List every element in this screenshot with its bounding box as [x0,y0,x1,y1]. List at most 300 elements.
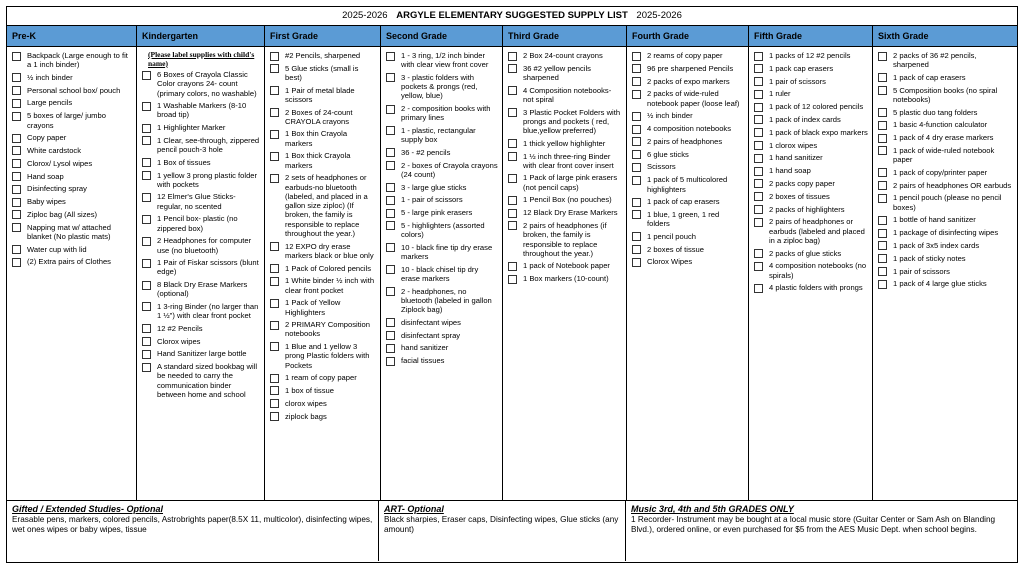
gifted-title: Gifted / Extended Studies- Optional [12,504,164,514]
column-kindergarten [137,26,265,500]
list-item [632,77,744,87]
art-section [379,501,626,561]
checkbox[interactable] [632,112,641,121]
checkbox[interactable] [754,128,763,137]
supply-items [137,47,264,399]
list-item [754,217,868,245]
item-label: 5 Glue sticks (small is best) [285,63,359,83]
item-label: 2 packs of glue sticks [769,248,842,258]
item-label: 36 - #2 pencils [401,147,451,157]
item-label: A standard sized bookbag will be needed to carry the communication binder between home and school [157,362,258,400]
list-item [754,102,868,112]
list-item [508,195,622,205]
item-label: Clorox/ Lysol wipes [27,158,93,168]
checkbox[interactable] [142,363,151,372]
item-label: 1 Pencil Box (no pouches) [523,195,612,205]
list-item [754,192,868,202]
checkbox[interactable] [142,215,151,224]
item-label: 3 - large glue sticks [401,182,467,192]
item-label: 3 Plastic Pocket Folders with prongs and pockets ( red, blue,yellow preferred) [523,107,621,136]
checkbox[interactable] [270,342,279,351]
item-label: 2 pairs of headphones or earbuds (labeled and placed in a ziploc bag) [769,217,865,245]
list-item [270,320,376,339]
checkbox[interactable] [632,77,641,86]
list-item [878,228,1013,238]
item-label: 2 packs copy paper [769,178,835,188]
list-item [12,172,132,182]
checkbox[interactable] [142,259,151,268]
column-fourth-grade [627,26,749,500]
checkbox[interactable] [142,158,151,167]
item-label: 2 boxes of tissue [647,244,704,254]
list-item [386,243,498,262]
item-label: 1 pack of 5 multicolored highlighters [647,175,728,194]
list-item [754,283,868,293]
item-label: 6 Boxes of Crayola Classic Color crayons 24- count (primary colors, no washable) [157,70,257,98]
checkbox[interactable] [142,193,151,202]
list-item [142,302,260,321]
checkbox[interactable] [142,71,151,80]
checkbox[interactable] [754,141,763,150]
column-header: First Grade [265,26,380,47]
checkbox[interactable] [632,258,641,267]
checkbox[interactable] [878,108,887,117]
list-item [878,120,1013,130]
checkbox[interactable] [270,64,279,73]
checkbox[interactable] [754,179,763,188]
checkbox[interactable] [754,205,763,214]
item-label: 4 composition notebooks (no spirals) [769,261,867,280]
checkbox[interactable] [270,399,279,408]
item-label: 4 plastic folders with prongs [769,283,863,293]
checkbox[interactable] [508,52,517,61]
checkbox[interactable] [508,221,517,230]
list-item [270,342,376,370]
list-item [632,150,744,160]
item-label: 1 Pair of Fiskar scissors (blunt edge) [157,258,259,277]
checkbox[interactable] [12,185,21,194]
item-label: 1 ruler [769,89,791,99]
item-label: 1 Clear, see-through, zippered pencil pouch-3 hole [157,135,260,155]
checkbox[interactable] [386,161,395,170]
item-label: ½ inch binder [27,72,73,82]
checkbox[interactable] [12,258,21,267]
checkbox[interactable] [508,196,517,205]
item-label: (2) Extra pairs of Clothes [27,257,111,267]
list-item [878,181,1013,191]
list-item [878,254,1013,264]
list-item [386,221,498,240]
checkbox[interactable] [142,237,151,246]
checkbox[interactable] [270,152,279,161]
item-label: 1 3-ring Binder (no larger than 1 ½") with clear front pocket [157,301,259,321]
list-item [270,264,376,274]
checkbox[interactable] [386,318,395,327]
checkbox[interactable] [754,192,763,201]
checkbox[interactable] [142,102,151,111]
item-label: Hand soap [27,171,64,181]
checkbox[interactable] [632,90,641,99]
list-item [754,128,868,138]
item-label: 1 pair of scissors [893,266,950,276]
list-item [754,77,868,87]
column-header: Third Grade [503,26,626,47]
supply-items [503,47,626,284]
checkbox[interactable] [270,374,279,383]
list-item [270,298,376,317]
checkbox[interactable] [754,262,763,271]
list-item [754,166,868,176]
checkbox[interactable] [632,245,641,254]
checkbox[interactable] [754,115,763,124]
list-item [12,159,132,169]
checkbox[interactable] [270,86,279,95]
checkbox[interactable] [632,163,641,172]
art-text: Black sharpies, Eraser caps, Disinfecting wipes, Glue sticks (any amount) [384,514,619,534]
checkbox[interactable] [878,280,887,289]
list-item [142,280,260,299]
list-item [142,324,260,334]
music-title: Music 3rd, 4th and 5th GRADES ONLY [631,504,794,514]
list-item [270,51,376,61]
checkbox[interactable] [386,196,395,205]
item-label: Water cup with lid [27,244,87,254]
checkbox[interactable] [386,148,395,157]
checkbox[interactable] [142,124,151,133]
checkbox[interactable] [270,52,279,61]
item-label: Copy paper [27,133,67,143]
checkbox[interactable] [12,245,21,254]
item-label: 1 yellow 3 prong plastic folder with pockets [157,170,258,189]
item-label: 2 boxes of tissues [769,191,830,201]
item-label: 1 thick yellow highlighter [523,138,606,148]
item-label: 1 Pencil box- plastic (no zippered box) [157,214,238,233]
title-school: ARGYLE ELEMENTARY SUGGESTED SUPPLY LIST [396,10,628,21]
item-label: 2 - composition books with primary lines [401,104,491,123]
column-note: (Please label supplies with child's name) [148,50,255,68]
list-item [142,70,260,98]
checkbox[interactable] [878,121,887,130]
item-label: 12 #2 Pencils [157,323,203,333]
list-item [508,173,622,192]
checkbox[interactable] [508,86,517,95]
item-label: 1 pack of index cards [769,114,841,124]
optional-sections [7,501,1017,561]
checkbox[interactable] [632,176,641,185]
item-label: hand sanitizer [401,343,449,353]
checkbox[interactable] [878,134,887,143]
checkbox[interactable] [632,52,641,61]
checkbox[interactable] [754,52,763,61]
checkbox[interactable] [878,181,887,190]
column-fifth-grade [749,26,873,500]
checkbox[interactable] [386,126,395,135]
checkbox[interactable] [754,103,763,112]
checkbox[interactable] [12,99,21,108]
item-label: 1 pair of scissors [769,76,826,86]
item-label: 5 plastic duo tang folders [893,107,978,117]
checkbox[interactable] [142,350,151,359]
checkbox[interactable] [878,229,887,238]
checkbox[interactable] [386,209,395,218]
item-label: Ziploc bag (All sizes) [27,209,98,219]
checkbox[interactable] [878,241,887,250]
checkbox[interactable] [12,223,21,232]
item-label: 2 packs of highlighters [769,204,845,214]
item-label: disinfectant wipes [401,317,461,327]
item-label: 1 ½ inch three-ring Binder with clear front cover insert [523,151,614,170]
checkbox[interactable] [632,210,641,219]
checkbox[interactable] [386,73,395,82]
item-label: 1 - 3 ring, 1/2 inch binder with clear view front cover [401,51,489,70]
list-item [878,108,1013,118]
item-label: 1 Pair of metal blade scissors [285,85,355,104]
checkbox[interactable] [878,146,887,155]
checkbox[interactable] [632,150,641,159]
list-item [878,279,1013,289]
grade-columns [7,26,1017,501]
list-item [754,64,868,74]
list-item [270,242,376,261]
checkbox[interactable] [142,324,151,333]
checkbox[interactable] [878,73,887,82]
item-label: 1 Box thick Crayola markers [285,151,351,170]
supply-items [627,47,748,267]
checkbox[interactable] [386,287,395,296]
checkbox[interactable] [508,209,517,218]
checkbox[interactable] [142,136,151,145]
checkbox[interactable] [12,73,21,82]
item-label: 1 Box markers (10-count) [523,274,609,284]
item-label: 2 Headphones for computer use (no bluetooth) [157,236,252,255]
item-label: 2 pairs of headphones [647,136,723,146]
checkbox[interactable] [142,281,151,290]
checkbox[interactable] [386,265,395,274]
item-label: 2 Boxes of 24-count CRAYOLA crayons [285,107,353,126]
checkbox[interactable] [270,264,279,273]
checkbox[interactable] [508,275,517,284]
list-item [632,64,744,74]
list-item [12,133,132,143]
list-item [142,136,260,155]
gifted-text: Erasable pens, markers, colored pencils, Astrobrights paper(8.5X 11, multicolor), disinfecting wipes, wet ones wipes or baby wipes, tissue [12,514,373,534]
list-item [142,158,260,168]
column-second-grade [381,26,503,500]
checkbox[interactable] [12,112,21,121]
checkbox[interactable] [386,52,395,61]
item-label: 1 Blue and 1 yellow 3 prong Plastic folders with Pockets [285,341,370,370]
item-label: ½ inch binder [647,111,693,121]
checkbox[interactable] [632,137,641,146]
checkbox[interactable] [508,174,517,183]
column-header: Kindergarten [137,26,264,47]
item-label: 1 pencil pouch (please no pencil boxes) [893,193,1002,212]
checkbox[interactable] [12,52,21,61]
list-item [270,276,376,295]
list-item [12,197,132,207]
list-item [12,73,132,83]
checkbox[interactable] [270,108,279,117]
checkbox[interactable] [386,331,395,340]
checkbox[interactable] [508,262,517,271]
list-item [632,210,744,229]
item-label: 10 - black fine tip dry erase markers [401,242,493,262]
checkbox[interactable] [878,86,887,95]
checkbox[interactable] [386,105,395,114]
list-item [754,115,868,125]
list-item [508,221,622,258]
checkbox[interactable] [754,249,763,258]
checkbox[interactable] [270,321,279,330]
list-item [632,51,744,61]
item-label: Disinfecting spray [27,184,87,194]
list-item [270,64,376,83]
column-header: Sixth Grade [873,26,1017,47]
checkbox[interactable] [878,254,887,263]
checkbox[interactable] [508,108,517,117]
supply-items [381,47,502,366]
item-label: 1 pencil pouch [647,231,696,241]
item-label: 12 EXPO dry erase markers black or blue only [285,241,374,260]
checkbox[interactable] [632,232,641,241]
page-title [7,7,1017,26]
checkbox[interactable] [878,216,887,225]
list-item [12,257,132,267]
checkbox[interactable] [632,125,641,134]
item-label: Personal school box/ pouch [27,85,121,95]
checkbox[interactable] [12,86,21,95]
checkbox[interactable] [270,174,279,183]
item-label: 1 hand soap [769,166,811,176]
item-label: 1 pack of cap erasers [893,72,966,82]
checkbox[interactable] [12,210,21,219]
checkbox[interactable] [754,284,763,293]
list-item [632,245,744,255]
item-label: 1 pack of cap erasers [647,197,720,207]
list-item [878,51,1013,70]
item-label: 1 ream of copy paper [285,373,357,383]
checkbox[interactable] [142,337,151,346]
list-item [386,51,498,70]
list-item [632,124,744,134]
checkbox[interactable] [754,64,763,73]
item-label: 36 #2 yellow pencils sharpened [523,63,591,83]
checkbox[interactable] [508,139,517,148]
item-label: 1 bottle of hand sanitizer [893,215,976,225]
list-item [754,249,868,259]
list-item [508,139,622,149]
checkbox[interactable] [878,267,887,276]
item-label: 1 pack of wide-ruled notebook paper [893,145,995,165]
checkbox[interactable] [632,64,641,73]
checkbox[interactable] [632,198,641,207]
checkbox[interactable] [142,171,151,180]
checkbox[interactable] [12,172,21,181]
item-label: 2 packs of 36 #2 pencils, sharpened [893,51,977,70]
checkbox[interactable] [754,167,763,176]
checkbox[interactable] [12,159,21,168]
list-item [270,373,376,383]
checkbox[interactable] [270,130,279,139]
list-item [386,73,498,101]
checkbox[interactable] [270,299,279,308]
list-item [878,133,1013,143]
checkbox[interactable] [270,277,279,286]
list-item [878,73,1013,83]
checkbox[interactable] [142,302,151,311]
checkbox[interactable] [386,183,395,192]
item-label: 1 pack of Notebook paper [523,261,610,271]
checkbox[interactable] [386,357,395,366]
checkbox[interactable] [386,221,395,230]
item-label: 2 PRIMARY Composition notebooks [285,320,370,339]
item-label: 5 - highlighters (assorted colors) [401,220,485,240]
item-label: 2 reams of copy paper [647,51,723,60]
list-item [508,261,622,271]
list-item [878,267,1013,277]
item-label: 3 - plastic folders with pockets & prongs (red, yellow, blue) [401,72,478,101]
checkbox[interactable] [12,134,21,143]
checkbox[interactable] [12,198,21,207]
item-label: 1 basic 4-function calculator [893,120,988,130]
item-label: 1 - pair of scissors [401,195,463,205]
checkbox[interactable] [754,77,763,86]
item-label: 1 pack cap erasers [769,63,834,73]
checkbox[interactable] [508,64,517,73]
list-item [754,51,868,61]
list-item [632,137,744,147]
item-label: 1 Pack of Colored pencils [285,263,372,273]
checkbox[interactable] [878,194,887,203]
list-item [632,89,744,108]
column-third-grade [503,26,627,500]
checkbox[interactable] [270,242,279,251]
list-item [142,258,260,277]
item-label: 4 Composition notebooks- not spiral [523,85,612,104]
item-label: 2 packs of wide-ruled notebook paper (loose leaf) [647,89,740,108]
list-item [12,146,132,156]
title-year-left: 2025-2026 [342,10,388,21]
checkbox[interactable] [12,146,21,155]
music-section [626,501,1017,561]
list-item [12,223,132,242]
supply-items [7,47,136,267]
item-label: 1 pack of 4 dry erase markers [893,133,994,143]
list-item [270,108,376,127]
checkbox[interactable] [270,386,279,395]
checkbox[interactable] [878,168,887,177]
item-label: 8 Black Dry Erase Markers (optional) [157,280,248,299]
list-item [632,111,744,121]
list-item [632,175,744,194]
supply-items [749,47,872,293]
checkbox[interactable] [508,152,517,161]
checkbox[interactable] [270,412,279,421]
checkbox[interactable] [754,154,763,163]
checkbox[interactable] [386,344,395,353]
checkbox[interactable] [386,243,395,252]
list-item [632,232,744,242]
title-year-right: 2025-2026 [636,10,682,21]
checkbox[interactable] [754,90,763,99]
checkbox[interactable] [878,52,887,61]
item-label: Backpack (Large enough to fit a 1 inch binder) [27,51,128,70]
checkbox[interactable] [754,218,763,227]
list-item [878,241,1013,251]
column-pre-k [7,26,137,500]
supply-list-sheet [6,6,1018,563]
list-item [878,215,1013,225]
